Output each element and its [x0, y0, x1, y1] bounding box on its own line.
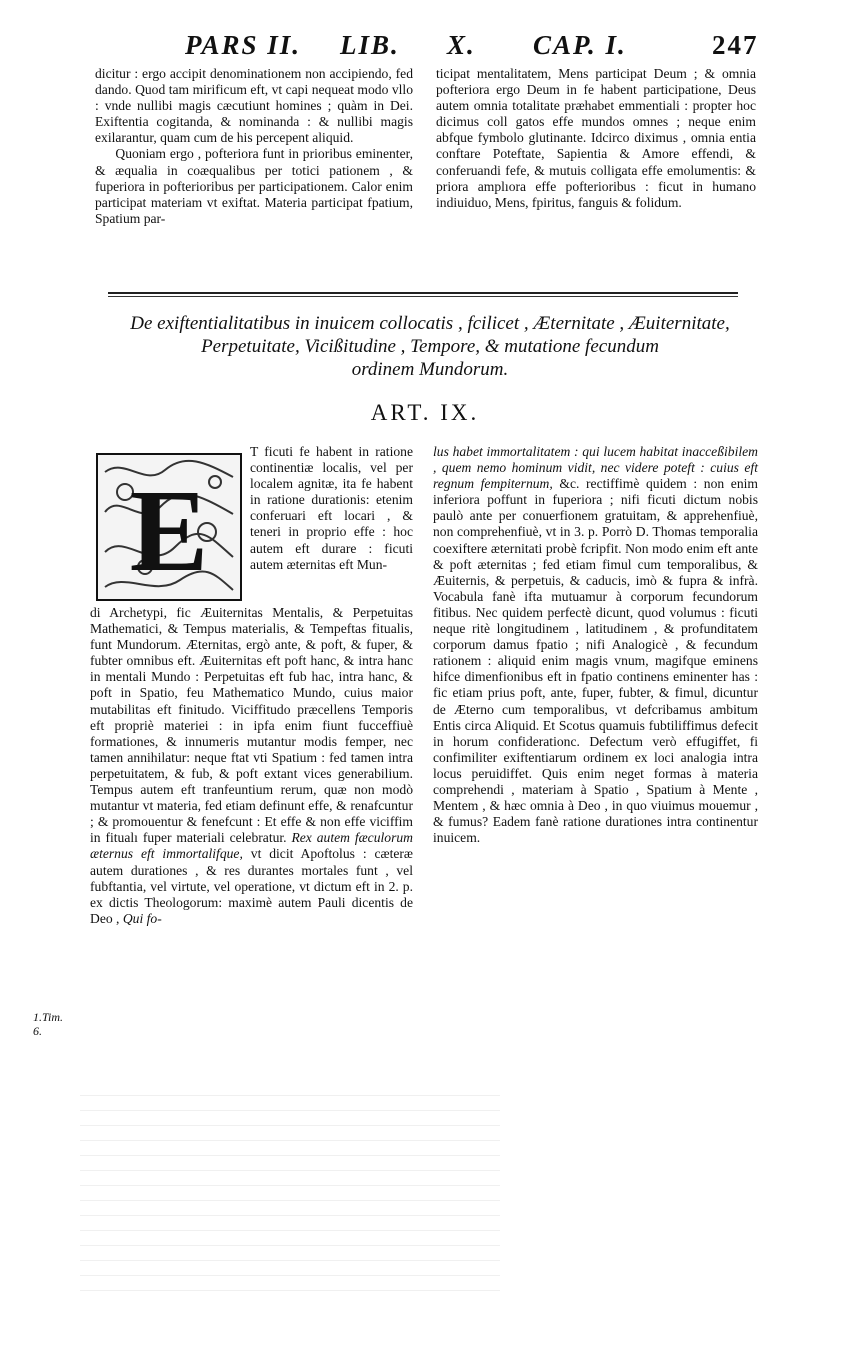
section-title-line: Perpetuitate, Vicißitudine , Tempore, & mutatione fecundum — [201, 336, 659, 357]
paragraph: T ficuti fe habent in ratione continentiæ localis, vel per localem agnitæ, ita fe habent in ratione durationis: etenim conferuari eft locari , & teneri in proprio effe : hoc autem eft durare : ficuti autem æternitas eft Mun- — [250, 444, 413, 572]
section-rule — [108, 292, 738, 294]
body-text: &c. rectiffimè quidem : non enim inferiora poffunt in fuperiora ; nifi ficuti dictum nobis paulò ante per conuerfionem gratuitam, & apprehenfiuè, non comprehenfiuè, vt in 3. p. Porrò D. Thomas temporalia coexiftere æternitati probè fcripfit. Non modo enim eft ante & poft æternitas ; fed etiam fimul cum temporalibus, & Æuiternis, & perpetuis, & caducis, imò & fupra & infrà. Vocabula fanè ifta mutuamur à corporum fecundorum fitibus. Nec quidem perfectè dicunt, quod volumus : ficuti neque ritè longitudinem , latitudinem , & profunditatem corporum damus fpatio ; nifi Analogicè , & fecundum rationem : aliquid enim magis vnum, magifque eminens hifce dimenfionibus eft in fpatio continens eminenter has : fic etiam prius poft, ante, fuper, fubter, & fimul, dicuntur de Æterno cum temporalibus, vt defcribamus ambitum Entis circa Aliquid. Et Scotus quamuis fubtiliffimus defecit in horum confiderationc. Defectum verò effugiffet, fi confimiliter exiftentiarum ordinem ex loci analogia intra locus peruidiffet. Quis enim neget formas à materia comprehendi , materiam à Spatio , Spatium à Mente , Mentem , & hæc omnia à Deo , in quo viuimus mouemur , & fumus? Eadem fanè ratione durationes intra continentur inuicem. — [433, 476, 758, 846]
body-text: vt dicit Apoftolus : cæteræ autem durationes , & res durantes mortales funt , vel fubftantia, vel virtute, vel operatione, vt dictum eft in 2. p. ex dictis Theologorum: maximè autem Pauli dicentis de Deo , — [90, 846, 413, 926]
header-lib: LIB. — [340, 30, 400, 60]
page-number: 247 — [712, 30, 759, 60]
ornament-illustration — [95, 452, 243, 602]
section-title-line: De exiftentialitatibus in inuicem collocatis , fcilicet , Æternitate , Æuiternitate, — [130, 313, 730, 334]
section-title-line: ordinem Mundorum. — [351, 359, 509, 380]
article-heading: ART. IX. — [370, 400, 480, 425]
section-rule-thin — [108, 296, 738, 297]
paragraph — [90, 605, 413, 927]
bleed-through-shadow — [80, 1095, 500, 1295]
section-title — [100, 312, 760, 381]
header-book-number: X. — [447, 30, 476, 60]
paragraph: Quoniam ergo , pofteriora funt in prioribus eminenter, & æqualia in coæqualibus per totici pationem , & fuperiora in pofterioribus per participationem. Calor enim participat materiam vt exiftat. Materia participat fpatium, Spatium par- — [95, 146, 413, 226]
paragraph — [433, 444, 758, 846]
dropcap-letter: E — [129, 465, 209, 596]
margin-reference-line: 6. — [33, 1024, 42, 1038]
right-column-body — [433, 444, 758, 846]
paragraph: ticipat mentalitatem, Mens participat Deum ; & omnia pofteriora ergo Deum in fe habent participatione, Deus autem omnia totalitate præhabet emmentiali : propter hoc dicimus coll gatos effe mundos omnes ; neque enim abfque fymbolo glutinante. Idcirco diximus , omnia entia conftare Poteftate, Sapientia & Amore effendi, & conferuandi fefe, & mutuis colligata effe emolumentis: & priora amplıora effe pofterioribus : ficut in humano indiuiduo, Mens, fpiritus, fanguis & folidum. — [436, 66, 756, 210]
left-column-body — [90, 605, 413, 927]
left-column-beside-initial — [250, 444, 413, 573]
italic-quote: Qui fo- — [122, 910, 162, 926]
header-pars: PARS II. — [185, 30, 302, 60]
paragraph: dicitur : ergo accipit denominationem non accipiendo, fed dando. Quod tam mirificum eft, vt capi nequeat modo vllo : vnde nullibi magis cæcutiunt homines ; quàm in Dei. Exiftentia cogitanda, & nominanda : & nullibi magis exilarantur, quam cum de his percepent aliquid. — [95, 66, 413, 146]
decorated-initial — [95, 452, 243, 602]
running-header — [185, 30, 765, 62]
margin-reference-line: 1.Tim. — [33, 1010, 64, 1024]
italic-quote: Rex autem fæculorum æternus eft immortalifque, — [90, 830, 413, 862]
margin-reference — [33, 1010, 63, 1038]
top-left-column — [95, 66, 413, 227]
italic-quote: lus habet immortalitatem : qui lucem habitat inacceßibilem , quem nemo hominum vidit, nec videre poteft : cuius eft regnum fempiternum, — [433, 444, 758, 492]
header-cap: CAP. I. — [533, 30, 627, 60]
top-right-column — [436, 66, 756, 211]
body-text: di Archetypi, fic Æuiternitas Mentalis, & Perpetuitas Mathematici, & Tempus materialis, & Tempeftas fitualis, funt Mundorum. Æternitas, ergò ante, & poft, & fuper, & fubter omnibus eft. Æuiternitas eft poft hanc, & intra hanc in mentali Mundo : Perpetuitas eft fub hac, intra hanc, & poft in Spatio, feu Mathematico Mundo, cuius maior mutabilitas eft finitudo. Viciffitudo præcellens Temporis eft propriè materiei : in ipfa enim fiunt fucceffiuè formationes, & innumeris mutantur modis femper, nec tamen annihilatur: neque ftat vti Spatium : fed tamen intra perpetuitatem, & fub, & poft extant vices generabilium. Tempus autem eft tranfeuntium rerum, quæ non modò mutantur vt materia, fed etiam definunt effe, & renafcuntur ; & promouentur & fenefcunt : Et effe & non effe viciffim in fitualı fuper materiali celebratur. — [90, 605, 413, 846]
